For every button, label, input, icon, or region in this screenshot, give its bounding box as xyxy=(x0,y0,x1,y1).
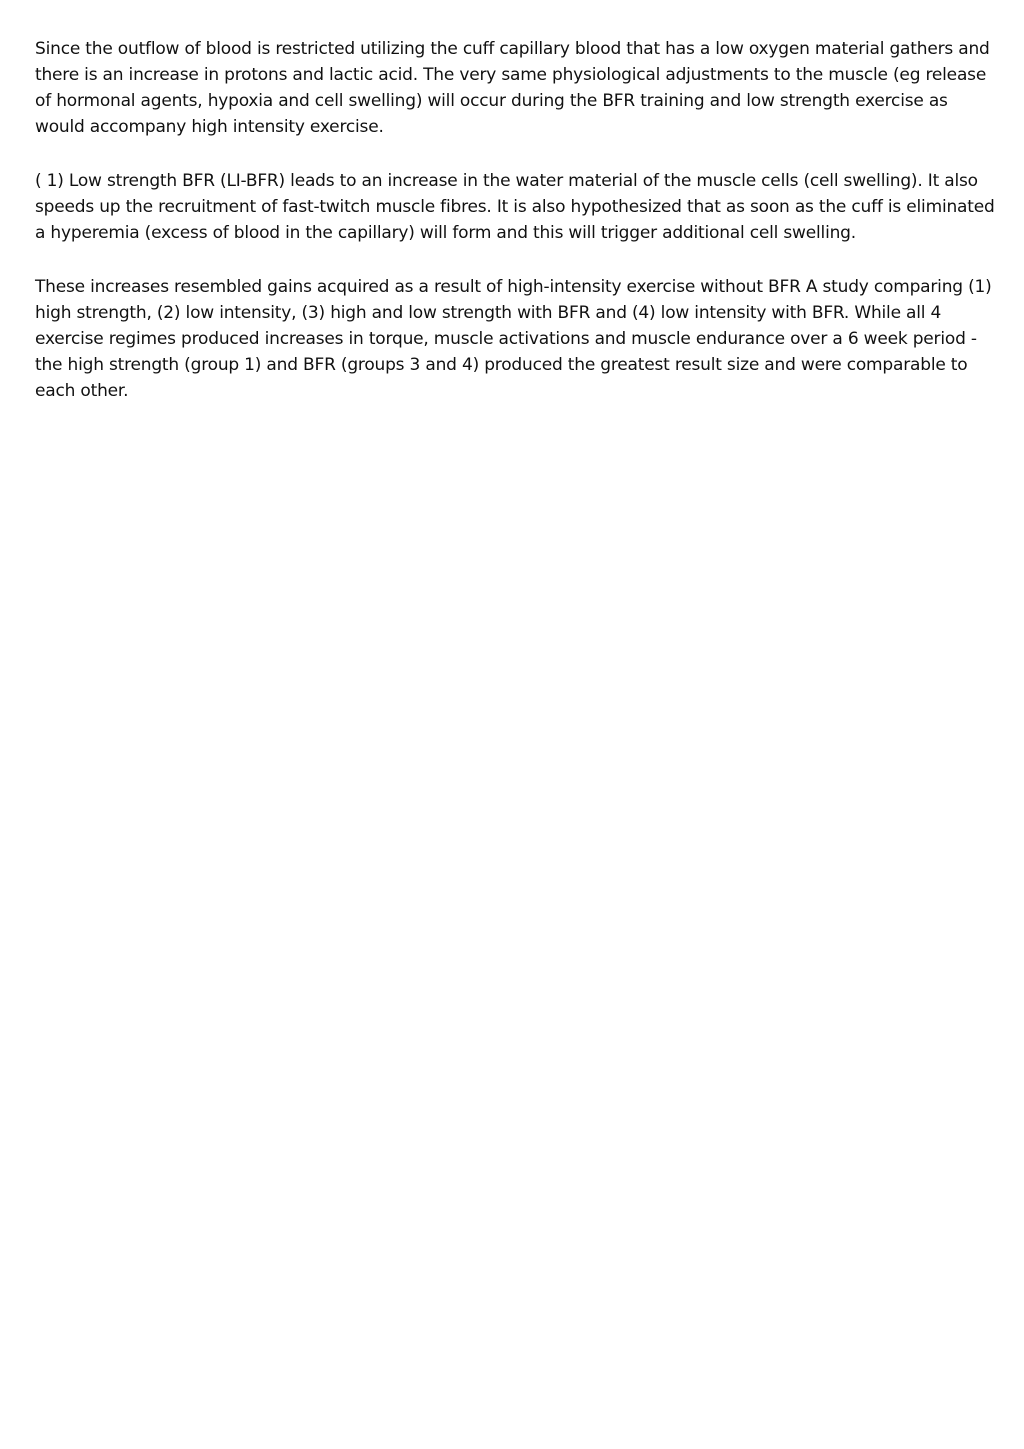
paragraph-3: These increases resembled gains acquired as a result of high-intensity exercise without BFR A study comparing (1) high strength, (2) low intensity, (3) high and low strength with BFR and (4) low intensity with BFR. While all 4 exercise regimes produced increases in torque, muscle activations and muscle endurance over a 6 week period - the high strength (group 1) and BFR (groups 3 and 4) produced the greatest result size and were comparable to each other. xyxy=(35,277,992,401)
document-body xyxy=(35,36,995,432)
paragraph-1: Since the outflow of blood is restricted utilizing the cuff capillary blood that has a low oxygen material gathers and there is an increase in protons and lactic acid. The very same physiological adjustments to the muscle (eg release of hormonal agents, hypoxia and cell swelling) will occur during the BFR training and low strength exercise as would accompany high intensity exercise. xyxy=(35,39,990,137)
paragraph-2: ( 1) Low strength BFR (LI-BFR) leads to an increase in the water material of the muscle cells (cell swelling). It also speeds up the recruitment of fast-twitch muscle fibres. It is also hypothesized that as soon as the cuff is eliminated a hyperemia (excess of blood in the capillary) will form and this will trigger additional cell swelling. xyxy=(35,171,995,243)
